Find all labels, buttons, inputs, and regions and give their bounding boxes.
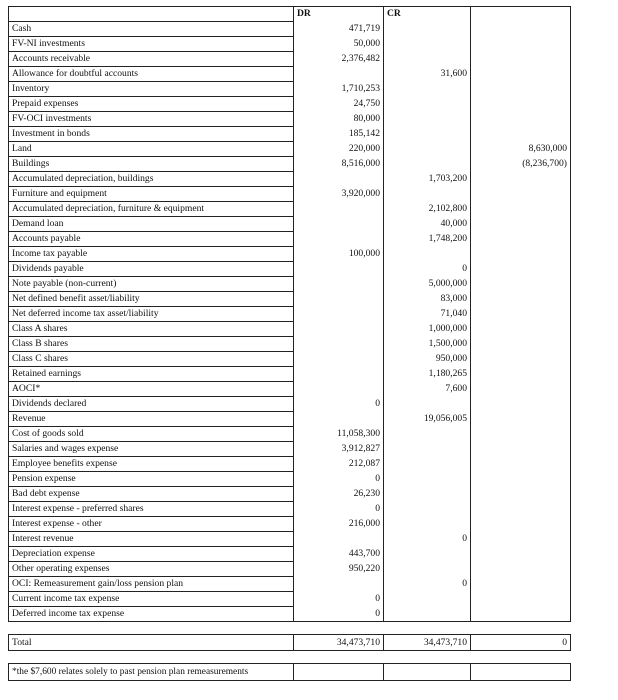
debit-amount [294, 352, 384, 367]
table-row [9, 217, 571, 232]
credit-amount [384, 442, 471, 457]
account-name: Pension expense [9, 472, 294, 487]
debit-amount: 8,516,000 [294, 157, 384, 172]
debit-amount [294, 307, 384, 322]
debit-amount: 0 [294, 397, 384, 412]
debit-amount [294, 172, 384, 187]
footnote: *the $7,600 relates solely to past pension plan remeasurements [9, 664, 294, 681]
credit-amount [384, 457, 471, 472]
extra-amount [471, 82, 571, 97]
credit-amount [384, 487, 471, 502]
account-name: Inventory [9, 82, 294, 97]
extra-header [471, 7, 571, 22]
credit-amount: 1,000,000 [384, 322, 471, 337]
credit-amount [384, 562, 471, 577]
account-name: Dividends declared [9, 397, 294, 412]
extra-amount [471, 487, 571, 502]
credit-amount [384, 187, 471, 202]
total-row [9, 635, 571, 651]
extra-amount [471, 247, 571, 262]
account-name: Investment in bonds [9, 127, 294, 142]
extra-amount [471, 472, 571, 487]
table-row [9, 232, 571, 247]
debit-amount: 212,087 [294, 457, 384, 472]
table-row [9, 472, 571, 487]
account-name: Demand loan [9, 217, 294, 232]
extra-amount [471, 367, 571, 382]
table-row [9, 442, 571, 457]
account-name: Class B shares [9, 337, 294, 352]
credit-amount [384, 607, 471, 622]
debit-amount: 471,719 [294, 22, 384, 37]
table-row [9, 307, 571, 322]
debit-amount [294, 262, 384, 277]
table-row [9, 592, 571, 607]
account-name: Interest expense - other [9, 517, 294, 532]
debit-amount: 220,000 [294, 142, 384, 157]
extra-amount [471, 112, 571, 127]
debit-amount [294, 277, 384, 292]
spacer-cell [294, 651, 384, 664]
debit-amount: 0 [294, 472, 384, 487]
table-row [9, 382, 571, 397]
credit-amount: 1,500,000 [384, 337, 471, 352]
spacer-cell [9, 622, 294, 635]
header-blank [9, 7, 294, 22]
credit-amount [384, 142, 471, 157]
credit-amount: 1,703,200 [384, 172, 471, 187]
debit-amount: 3,912,827 [294, 442, 384, 457]
debit-amount [294, 67, 384, 82]
credit-amount [384, 97, 471, 112]
account-name: FV-NI investments [9, 37, 294, 52]
extra-amount [471, 592, 571, 607]
credit-amount: 950,000 [384, 352, 471, 367]
account-name: OCI: Remeasurement gain/loss pension plan [9, 577, 294, 592]
debit-amount: 216,000 [294, 517, 384, 532]
account-name: Salaries and wages expense [9, 442, 294, 457]
footnote-empty-cell [294, 664, 384, 681]
header-row [9, 7, 571, 22]
trial-balance-table [8, 6, 571, 681]
table-row [9, 562, 571, 577]
extra-amount [471, 232, 571, 247]
extra-amount [471, 277, 571, 292]
table-row [9, 517, 571, 532]
account-name: Dividends payable [9, 262, 294, 277]
extra-amount [471, 307, 571, 322]
table-row [9, 607, 571, 622]
table-row [9, 22, 571, 37]
credit-amount [384, 472, 471, 487]
credit-amount [384, 397, 471, 412]
debit-amount [294, 577, 384, 592]
spacer-cell [294, 622, 384, 635]
credit-amount: 19,056,005 [384, 412, 471, 427]
debit-amount: 11,058,300 [294, 427, 384, 442]
credit-amount [384, 127, 471, 142]
credit-amount [384, 82, 471, 97]
credit-amount: 31,600 [384, 67, 471, 82]
account-name: Net defined benefit asset/liability [9, 292, 294, 307]
spacer-cell [9, 651, 294, 664]
footnote-empty-cell [384, 664, 471, 681]
extra-amount [471, 217, 571, 232]
extra-amount [471, 202, 571, 217]
credit-amount [384, 547, 471, 562]
account-name: Retained earnings [9, 367, 294, 382]
account-name: Prepaid expenses [9, 97, 294, 112]
footnote-row [9, 664, 571, 681]
credit-amount: 1,748,200 [384, 232, 471, 247]
table-row [9, 487, 571, 502]
account-name: Other operating expenses [9, 562, 294, 577]
credit-amount [384, 52, 471, 67]
extra-amount [471, 337, 571, 352]
credit-amount: 83,000 [384, 292, 471, 307]
extra-amount [471, 607, 571, 622]
extra-amount [471, 52, 571, 67]
account-name: Allowance for doubtful accounts [9, 67, 294, 82]
credit-amount: 71,040 [384, 307, 471, 322]
account-name: Bad debt expense [9, 487, 294, 502]
account-name: Revenue [9, 412, 294, 427]
account-name: Current income tax expense [9, 592, 294, 607]
debit-amount: 0 [294, 607, 384, 622]
credit-amount: 5,000,000 [384, 277, 471, 292]
table-row [9, 502, 571, 517]
table-row [9, 277, 571, 292]
spacer-cell [471, 622, 571, 635]
account-name: Accumulated depreciation, buildings [9, 172, 294, 187]
debit-amount [294, 322, 384, 337]
table-row [9, 82, 571, 97]
extra-amount [471, 457, 571, 472]
table-row [9, 52, 571, 67]
debit-amount: 50,000 [294, 37, 384, 52]
account-name: Note payable (non-current) [9, 277, 294, 292]
extra-amount [471, 22, 571, 37]
account-name: Furniture and equipment [9, 187, 294, 202]
cr-header: CR [384, 7, 471, 22]
total-debit: 34,473,710 [294, 635, 384, 651]
account-name: FV-OCI investments [9, 112, 294, 127]
credit-amount [384, 247, 471, 262]
extra-amount: (8,236,700) [471, 157, 571, 172]
debit-amount [294, 217, 384, 232]
spacer-row [9, 651, 571, 664]
credit-amount [384, 502, 471, 517]
table-row [9, 247, 571, 262]
total-extra: 0 [471, 635, 571, 651]
credit-amount [384, 427, 471, 442]
credit-amount: 0 [384, 262, 471, 277]
trial-balance-sheet [8, 6, 571, 681]
debit-amount: 2,376,482 [294, 52, 384, 67]
extra-amount [471, 352, 571, 367]
account-name: Class C shares [9, 352, 294, 367]
account-name: Interest expense - preferred shares [9, 502, 294, 517]
debit-amount: 1,710,253 [294, 82, 384, 97]
debit-amount [294, 292, 384, 307]
extra-amount [471, 502, 571, 517]
extra-amount [471, 67, 571, 82]
credit-amount [384, 157, 471, 172]
extra-amount [471, 322, 571, 337]
table-row [9, 127, 571, 142]
credit-amount [384, 517, 471, 532]
debit-amount: 443,700 [294, 547, 384, 562]
debit-amount [294, 412, 384, 427]
table-row [9, 292, 571, 307]
extra-amount [471, 562, 571, 577]
table-row [9, 97, 571, 112]
extra-amount [471, 382, 571, 397]
table-row [9, 547, 571, 562]
table-row [9, 322, 571, 337]
table-row [9, 157, 571, 172]
table-row [9, 37, 571, 52]
extra-amount [471, 127, 571, 142]
table-row [9, 337, 571, 352]
credit-amount: 7,600 [384, 382, 471, 397]
debit-amount [294, 232, 384, 247]
table-row [9, 367, 571, 382]
extra-amount [471, 97, 571, 112]
account-name: Land [9, 142, 294, 157]
account-name: Accumulated depreciation, furniture & equipment [9, 202, 294, 217]
credit-amount [384, 592, 471, 607]
debit-amount [294, 382, 384, 397]
credit-amount: 0 [384, 532, 471, 547]
spacer-cell [384, 622, 471, 635]
account-name: Accounts payable [9, 232, 294, 247]
account-name: Employee benefits expense [9, 457, 294, 472]
account-name: Cash [9, 22, 294, 37]
table-row [9, 577, 571, 592]
spacer-cell [384, 651, 471, 664]
table-row [9, 532, 571, 547]
dr-header: DR [294, 7, 384, 22]
debit-amount: 80,000 [294, 112, 384, 127]
debit-amount: 185,142 [294, 127, 384, 142]
table-row [9, 202, 571, 217]
extra-amount [471, 442, 571, 457]
table-row [9, 262, 571, 277]
credit-amount: 2,102,800 [384, 202, 471, 217]
credit-amount: 0 [384, 577, 471, 592]
table-row [9, 142, 571, 157]
table-row [9, 427, 571, 442]
table-row [9, 112, 571, 127]
spacer-row [9, 622, 571, 635]
debit-amount: 0 [294, 502, 384, 517]
debit-amount: 3,920,000 [294, 187, 384, 202]
extra-amount [471, 577, 571, 592]
debit-amount [294, 202, 384, 217]
account-name: Interest revenue [9, 532, 294, 547]
extra-amount [471, 547, 571, 562]
table-row [9, 67, 571, 82]
debit-amount: 950,220 [294, 562, 384, 577]
extra-amount [471, 397, 571, 412]
account-name: AOCI* [9, 382, 294, 397]
account-name: Class A shares [9, 322, 294, 337]
extra-amount: 8,630,000 [471, 142, 571, 157]
extra-amount [471, 532, 571, 547]
total-label: Total [9, 635, 294, 651]
debit-amount [294, 367, 384, 382]
account-name: Income tax payable [9, 247, 294, 262]
spacer-cell [471, 651, 571, 664]
account-name: Accounts receivable [9, 52, 294, 67]
credit-amount [384, 112, 471, 127]
debit-amount: 24,750 [294, 97, 384, 112]
debit-amount: 0 [294, 592, 384, 607]
account-name: Deferred income tax expense [9, 607, 294, 622]
footnote-empty-cell [471, 664, 571, 681]
extra-amount [471, 412, 571, 427]
extra-amount [471, 187, 571, 202]
table-row [9, 352, 571, 367]
debit-amount [294, 532, 384, 547]
total-credit: 34,473,710 [384, 635, 471, 651]
extra-amount [471, 37, 571, 52]
account-name: Cost of goods sold [9, 427, 294, 442]
table-row [9, 172, 571, 187]
account-name: Buildings [9, 157, 294, 172]
table-row [9, 457, 571, 472]
extra-amount [471, 172, 571, 187]
credit-amount [384, 37, 471, 52]
debit-amount [294, 337, 384, 352]
debit-amount: 26,230 [294, 487, 384, 502]
extra-amount [471, 517, 571, 532]
debit-amount: 100,000 [294, 247, 384, 262]
table-row [9, 412, 571, 427]
table-row [9, 397, 571, 412]
credit-amount: 1,180,265 [384, 367, 471, 382]
account-name: Depreciation expense [9, 547, 294, 562]
extra-amount [471, 292, 571, 307]
account-name: Net deferred income tax asset/liability [9, 307, 294, 322]
extra-amount [471, 427, 571, 442]
credit-amount [384, 22, 471, 37]
table-row [9, 187, 571, 202]
credit-amount: 40,000 [384, 217, 471, 232]
extra-amount [471, 262, 571, 277]
